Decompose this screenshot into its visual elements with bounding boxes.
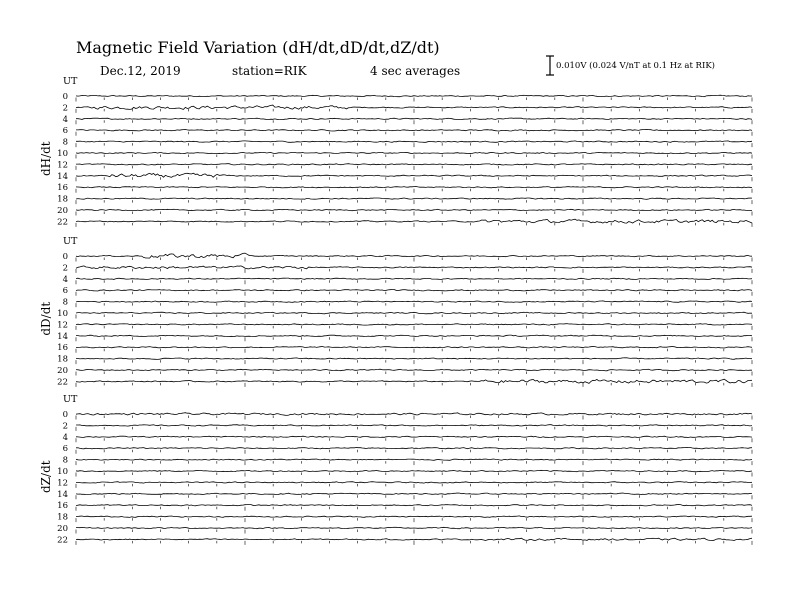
dzdt-row-label: 4	[62, 432, 68, 443]
dzdt-trace-row	[76, 459, 752, 460]
dddt-trace-row	[76, 312, 752, 314]
dhdt-trace-row	[76, 95, 752, 97]
dhdt-row-label: 20	[57, 206, 68, 216]
dddt-trace-row	[76, 324, 752, 326]
dzdt-row-label: 8	[62, 455, 68, 466]
dddt-row-label: 20	[57, 366, 68, 376]
averaging-label: 4 sec averages	[370, 64, 461, 78]
dddt-row-label: 8	[62, 297, 68, 308]
page-title: Magnetic Field Variation (dH/dt,dD/dt,dZ/dt)	[76, 38, 440, 57]
dzdt-trace-row	[76, 516, 752, 518]
dhdt-row-label: 10	[57, 149, 68, 159]
dddt-axis-label: dD/dt	[39, 301, 53, 336]
dzdt-row-label: 16	[57, 501, 68, 512]
dddt-trace-row	[76, 301, 752, 302]
dddt-row-label: 2	[62, 263, 68, 274]
dzdt-time-label: UT	[63, 394, 78, 405]
dddt-trace-row	[76, 347, 752, 349]
dhdt-row-label: 8	[62, 137, 68, 148]
date-label: Dec.12, 2019	[100, 64, 181, 78]
dzdt-trace-row	[76, 425, 752, 426]
dddt-row-label: 12	[57, 320, 68, 331]
dddt-row-label: 16	[57, 343, 68, 354]
dddt-trace-row	[76, 335, 752, 337]
station-label: station=RIK	[232, 64, 307, 78]
dhdt-time-label: UT	[63, 76, 78, 87]
dzdt-trace-row	[76, 527, 752, 528]
dddt-row-label: 14	[57, 331, 68, 342]
dddt-trace-row	[76, 266, 752, 269]
dzdt-row-label: 14	[57, 489, 68, 500]
dddt-row-label: 22	[57, 377, 68, 388]
dzdt-row-label: 12	[57, 478, 68, 489]
dzdt-trace-row	[76, 505, 752, 506]
dzdt-trace-row	[76, 482, 752, 483]
dhdt-trace-row	[76, 164, 752, 165]
dhdt-trace-row	[76, 105, 752, 109]
dzdt-row-label: 20	[57, 524, 68, 534]
dddt-time-label: UT	[63, 236, 78, 247]
dhdt-row-label: 2	[62, 103, 68, 114]
dzdt-trace-row	[76, 436, 752, 437]
dzdt-trace-row	[76, 447, 752, 449]
dhdt-row-label: 0	[62, 92, 68, 102]
dzdt-row-label: 0	[62, 410, 68, 420]
scale-bar-label: 0.010V (0.024 V/nT at 0.1 Hz at RIK)	[556, 61, 715, 71]
dhdt-row-label: 12	[57, 160, 68, 171]
dhdt-trace-row	[76, 141, 752, 142]
dzdt-row-label: 10	[57, 467, 68, 477]
dhdt-trace-row	[76, 118, 752, 120]
dzdt-axis-label: dZ/dt	[39, 460, 53, 493]
dddt-row-label: 4	[62, 274, 68, 285]
dddt-row-label: 10	[57, 309, 68, 319]
dddt-trace-row	[76, 358, 752, 360]
dzdt-row-label: 22	[57, 535, 68, 546]
dhdt-trace-row	[76, 209, 752, 210]
dddt-trace-row	[76, 253, 752, 258]
dddt-trace-row	[76, 290, 752, 292]
dddt-row-label: 6	[62, 286, 68, 297]
dhdt-trace-row	[76, 152, 752, 153]
dzdt-trace-row	[76, 413, 752, 416]
dddt-trace-row	[76, 278, 752, 279]
dzdt-trace-row	[76, 493, 752, 495]
dzdt-trace-row	[76, 538, 752, 540]
dhdt-trace-row	[76, 198, 752, 199]
dzdt-trace-row	[76, 470, 752, 472]
dzdt-row-label: 6	[62, 444, 68, 455]
dddt-trace-row	[76, 369, 752, 371]
dddt-trace-row	[76, 379, 752, 383]
dzdt-row-label: 2	[62, 421, 68, 432]
dddt-row-label: 18	[57, 354, 68, 365]
dhdt-row-label: 16	[57, 183, 68, 194]
dhdt-axis-label: dH/dt	[39, 141, 53, 177]
dhdt-row-label: 14	[57, 171, 68, 182]
dhdt-row-label: 4	[62, 114, 68, 125]
dhdt-row-label: 22	[57, 217, 68, 228]
dhdt-trace-row	[76, 130, 752, 132]
dhdt-row-label: 6	[62, 126, 68, 137]
dhdt-row-label: 18	[57, 194, 68, 205]
dhdt-trace-row	[76, 173, 752, 177]
dzdt-row-label: 18	[57, 512, 68, 523]
dhdt-trace-row	[76, 187, 752, 188]
dddt-row-label: 0	[62, 252, 68, 262]
dhdt-trace-row	[76, 219, 752, 223]
